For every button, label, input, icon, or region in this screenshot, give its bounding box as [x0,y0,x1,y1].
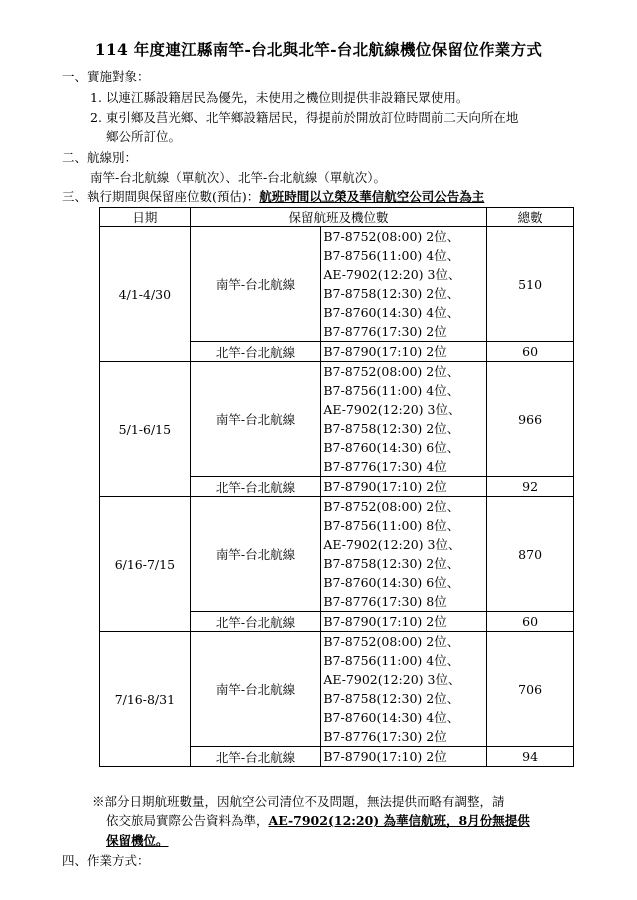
flight-line: B7-8752(08:00) 2位、 [323,229,460,244]
table-row [100,227,574,342]
flight-line: B7-8776(17:30) 2位 [323,729,447,744]
total-cell: 94 [487,747,574,767]
flight-line: B7-8790(17:10) 2位 [323,614,447,629]
total-cell: 706 [487,632,574,747]
flight-line: B7-8756(11:00) 4位、 [323,248,460,263]
flight-line: AE-7902(12:20) 3位、 [323,402,461,417]
total-cell: 60 [487,342,574,362]
flights-cell [321,362,487,477]
flights-cell [321,227,487,342]
flight-line: B7-8752(08:00) 2位、 [323,364,460,379]
flights-cell [321,612,487,632]
flight-line: B7-8776(17:30) 8位 [323,594,447,609]
total-cell: 966 [487,362,574,477]
section-2-heading: 二、航線別： [62,150,138,165]
table-row [100,362,574,477]
section-4-heading: 四、作業方式： [62,853,150,868]
flight-line: B7-8790(17:10) 2位 [323,479,447,494]
flights-cell [321,342,487,362]
route-cell: 北竿-台北航線 [190,477,321,497]
section-3-emphasis: 航班時間以立榮及華信航空公司公告為主 [259,189,485,204]
section-1-item-1: 1. 以連江縣設籍居民為優先，未使用之機位則提供非設籍民眾使用。 [90,90,469,105]
section-1-heading: 一、實施對象： [62,69,150,84]
note-line-2-emphasis: AE-7902(12:20) 為華信航班，8月份無提供 [268,813,530,828]
route-cell: 南竿-台北航線 [190,497,321,612]
section-2-item: 南竿-台北航線（單航次）、北竿-台北航線（單航次）。 [90,170,386,185]
header-date: 日期 [100,208,191,227]
header-flights: 保留航班及機位數 [190,208,486,227]
flight-line: B7-8760(14:30) 4位、 [323,710,460,725]
table-row [100,632,574,747]
flight-line: B7-8758(12:30) 2位、 [323,691,460,706]
flight-line: B7-8758(12:30) 2位、 [323,556,460,571]
flights-cell [321,632,487,747]
period-cell: 5/1-6/15 [100,362,191,497]
flight-line: AE-7902(12:20) 3位、 [323,672,461,687]
flight-line: B7-8760(14:30) 6位、 [323,575,460,590]
flights-cell [321,477,487,497]
flights-cell [321,747,487,767]
flight-line: B7-8758(12:30) 2位、 [323,421,460,436]
table-header-row [100,208,574,227]
flight-line: B7-8752(08:00) 2位、 [323,499,460,514]
total-cell: 92 [487,477,574,497]
period-cell: 4/1-4/30 [100,227,191,362]
flight-line: B7-8760(14:30) 6位、 [323,440,460,455]
period-cell: 6/16-7/15 [100,497,191,632]
section-3-heading [62,188,484,205]
route-cell: 南竿-台北航線 [190,632,321,747]
total-cell: 60 [487,612,574,632]
route-cell: 北竿-台北航線 [190,342,321,362]
total-cell: 870 [487,497,574,612]
section-1-item-2-cont: 鄉公所訂位。 [106,129,182,144]
note-line-2-prefix: 依交旅局實際公告資料為準， [106,813,269,828]
section-3-prefix: 三、執行期間與保留座位數(預估)： [62,189,260,204]
route-cell: 北竿-台北航線 [190,747,321,767]
flight-line: B7-8756(11:00) 8位、 [323,518,460,533]
flight-line: B7-8776(17:30) 2位 [323,324,447,339]
flight-line: B7-8756(11:00) 4位、 [323,653,460,668]
schedule-table [99,207,574,767]
note-line-1: ※部分日期航班數量，因航空公司清位不及問題，無法提供而略有調整，請 [92,794,505,809]
flight-line: B7-8790(17:10) 2位 [323,749,447,764]
flight-line: AE-7902(12:20) 3位、 [323,537,461,552]
route-cell: 北竿-台北航線 [190,612,321,632]
flights-cell [321,497,487,612]
route-cell: 南竿-台北航線 [190,227,321,342]
note-line-3-emphasis: 保留機位。 [106,833,169,848]
header-total: 總數 [487,208,574,227]
flight-line: B7-8790(17:10) 2位 [323,344,447,359]
flight-line: B7-8776(17:30) 4位 [323,459,447,474]
section-1-item-2: 2. 東引鄉及莒光鄉、北竿鄉設籍居民，得提前於開放訂位時間前二天向所在地 [90,110,519,125]
note-line-2 [106,812,530,830]
flight-line: B7-8752(08:00) 2位、 [323,634,460,649]
page-title: 114 年度連江縣南竿-台北與北竿-台北航線機位保留位作業方式 [94,40,543,59]
period-cell: 7/16-8/31 [100,632,191,767]
flight-line: AE-7902(12:20) 3位、 [323,267,461,282]
route-cell: 南竿-台北航線 [190,362,321,477]
flight-line: B7-8760(14:30) 4位、 [323,305,460,320]
total-cell: 510 [487,227,574,342]
flight-line: B7-8758(12:30) 2位、 [323,286,460,301]
note-line-3 [106,832,169,850]
flight-line: B7-8756(11:00) 4位、 [323,383,460,398]
table-row [100,497,574,612]
